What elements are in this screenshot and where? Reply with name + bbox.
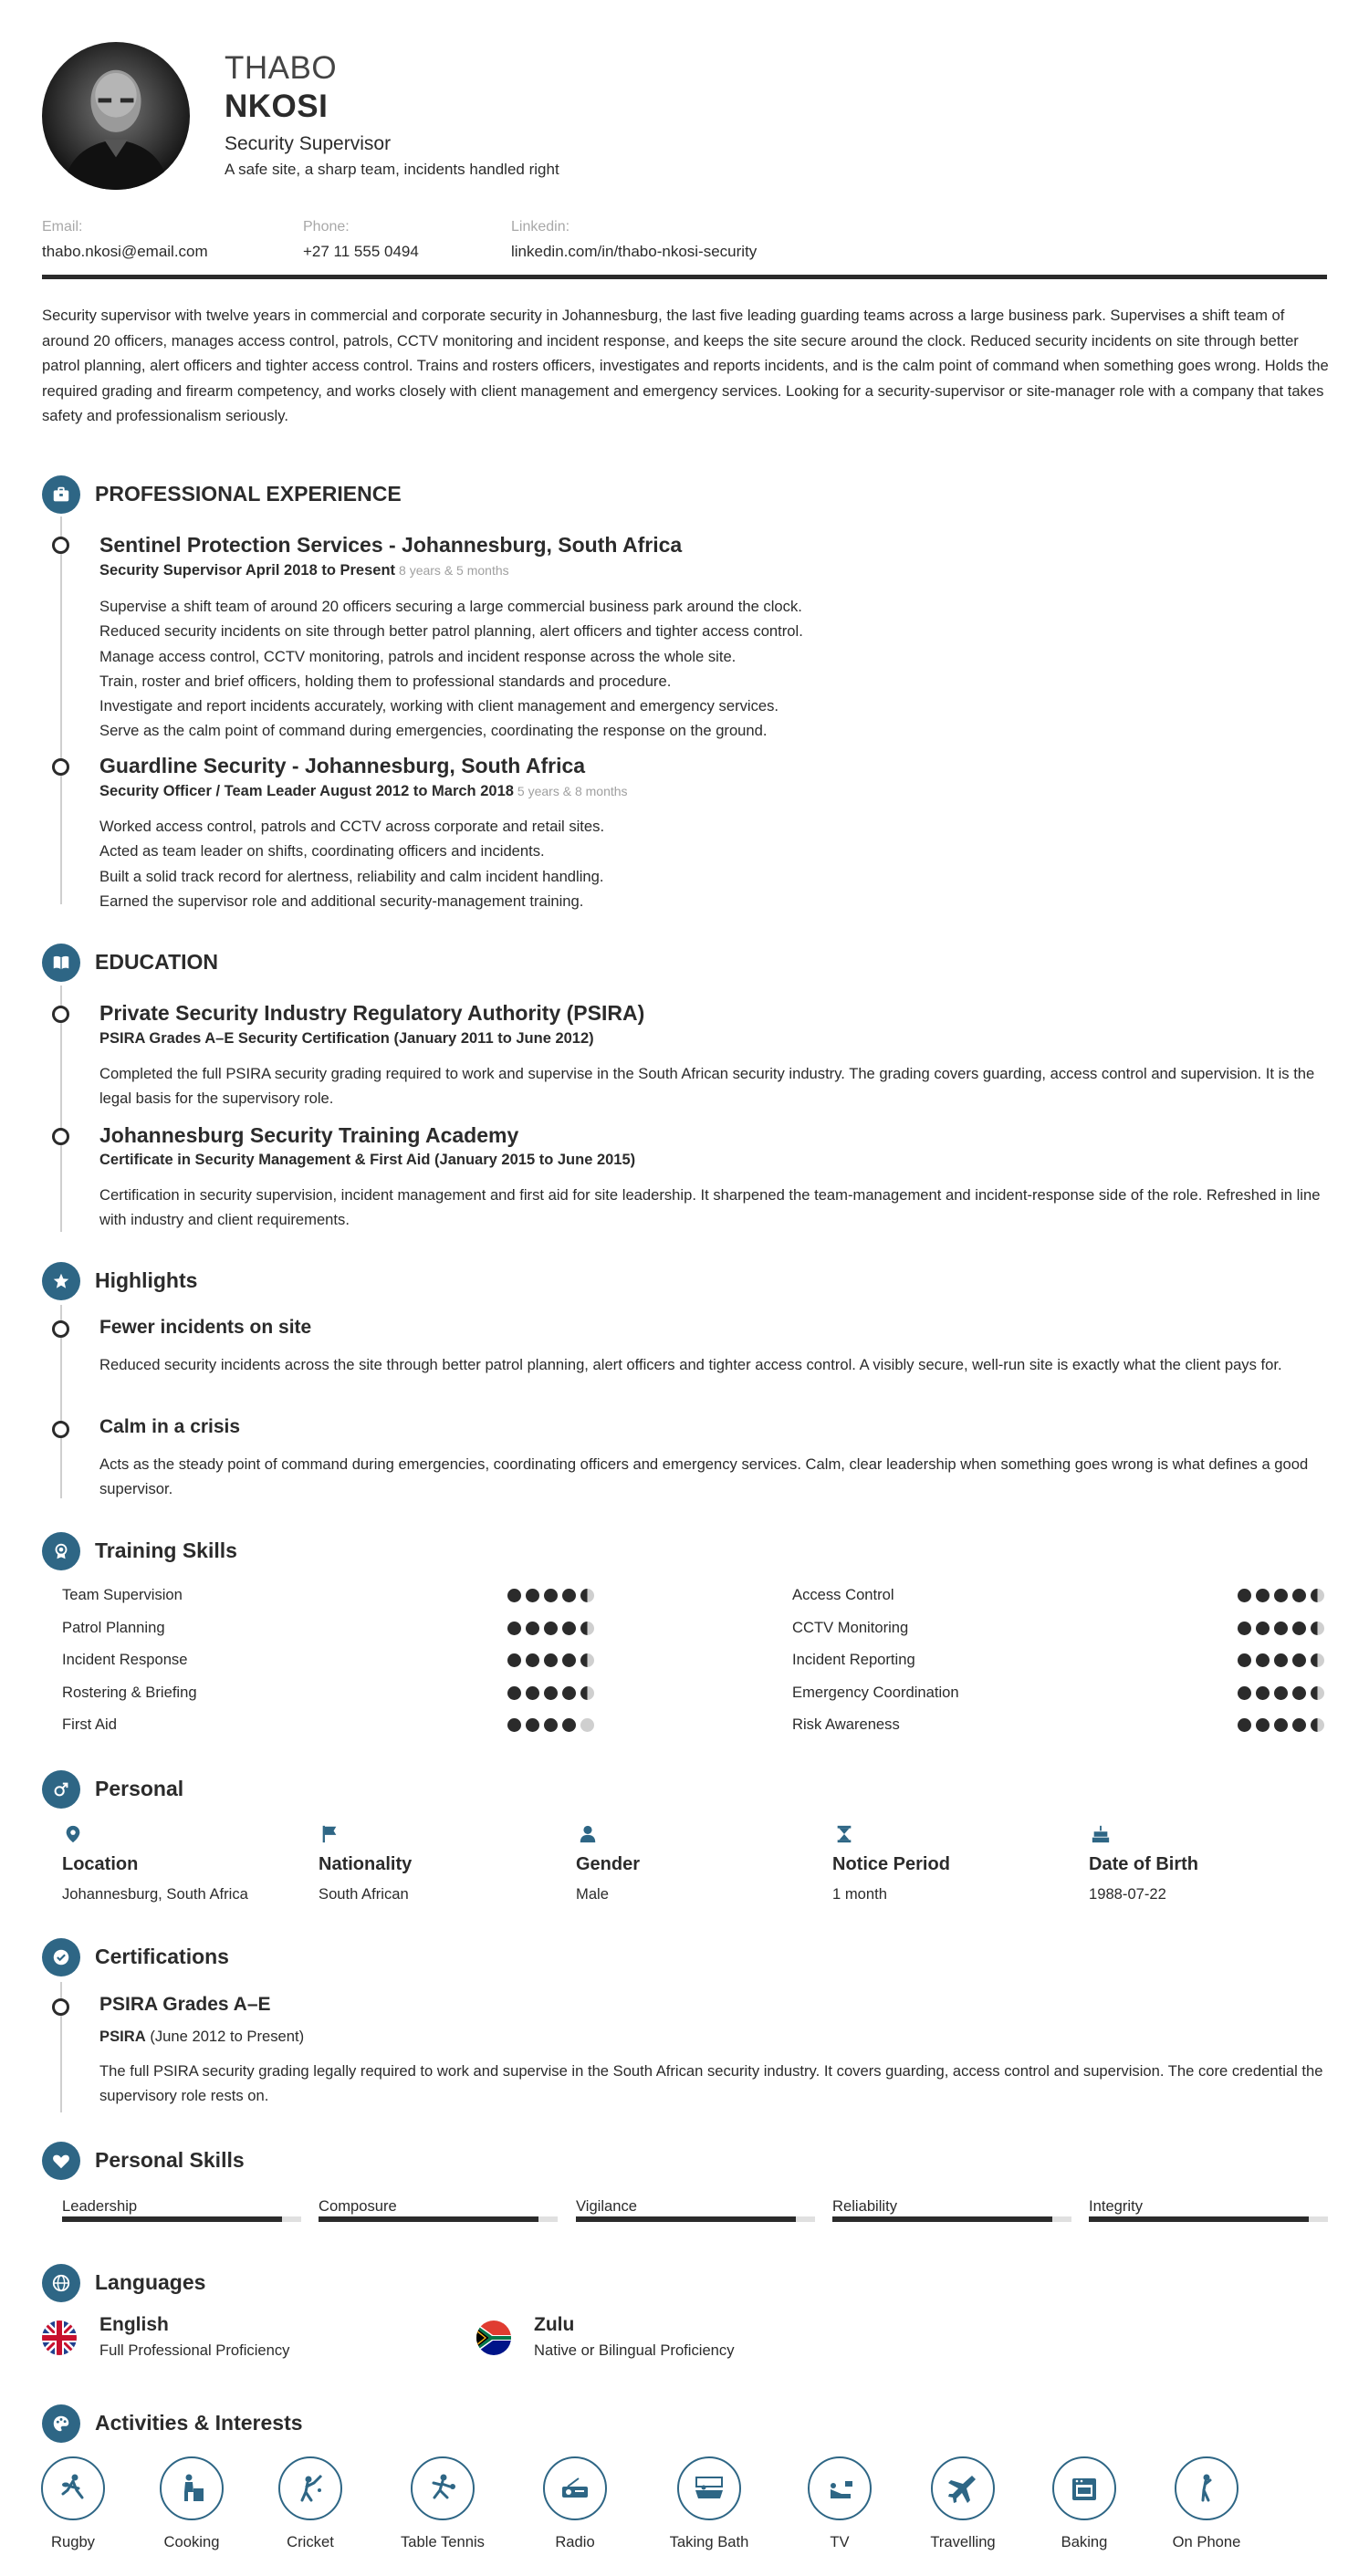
personal-value: Male: [576, 1885, 609, 1903]
rating-dot: [1292, 1718, 1306, 1732]
linkedin-link[interactable]: linkedin.com/in/thabo-nkosi-security: [511, 243, 758, 260]
activity-taking-bath: [654, 2456, 764, 2551]
rating-dot: [1256, 1653, 1270, 1667]
flag-icon: [319, 1823, 340, 1845]
radio-icon: [543, 2456, 607, 2520]
skill-rating: [1238, 1686, 1324, 1700]
rating-dot: [1311, 1718, 1324, 1732]
training-skill-name: First Aid: [62, 1716, 117, 1733]
rating-dot: [507, 1589, 521, 1602]
education-heading: EDUCATION: [95, 950, 219, 974]
rating-dot: [1238, 1589, 1251, 1602]
skill-rating: [1238, 1718, 1324, 1732]
languages-heading: Languages: [95, 2270, 206, 2294]
highlights-heading: Highlights: [95, 1268, 198, 1292]
job-company: Guardline Security - Johannesburg, South Africa: [99, 754, 586, 777]
rating-dot: [544, 1653, 558, 1667]
bullet: Train, roster and brief officers, holding them to professional standards and procedure.: [99, 672, 672, 690]
activity-rugby: [18, 2456, 128, 2551]
rating-dot: [1256, 1589, 1270, 1602]
activity-baking: [1029, 2456, 1139, 2551]
personal-value: Johannesburg, South Africa: [62, 1885, 248, 1903]
training-skill-name: Incident Reporting: [792, 1651, 915, 1668]
training-skill-name: Patrol Planning: [62, 1618, 165, 1636]
job-role: Security Officer / Team Leader August 2012 to March 2018 5 years & 8 months: [99, 783, 628, 799]
rating-dot: [1256, 1686, 1270, 1700]
highlight-text: Reduced security incidents across the site through better patrol planning, alert officers and tighter access control. A visibly secure, well-run site is exactly what the client pays for.: [99, 1356, 1282, 1373]
rating-dot: [507, 1718, 521, 1732]
bullet: Built a solid track record for alertness, reliability and calm incident handling.: [99, 867, 604, 885]
education-school: Private Security Industry Regulatory Authority (PSIRA): [99, 1001, 645, 1025]
timeline-dot: [52, 1998, 69, 2016]
education-qualification: PSIRA Grades A–E Security Certification (January 2011 to June 2012): [99, 1030, 594, 1047]
rating-dot: [1274, 1653, 1288, 1667]
training-skill-name: Access Control: [792, 1586, 894, 1603]
personal-skill-fill: [319, 2216, 538, 2222]
timeline-dot: [52, 537, 69, 554]
job-bullets: [99, 814, 604, 913]
personal-value: South African: [319, 1885, 409, 1903]
rating-dot: [526, 1653, 539, 1667]
training-skill-name: Emergency Coordination: [792, 1683, 959, 1701]
certification-issuer-line: [99, 2028, 304, 2046]
rating-dot: [1274, 1718, 1288, 1732]
rating-dot: [526, 1686, 539, 1700]
rating-dot: [544, 1718, 558, 1732]
training-skill-name: Rostering & Briefing: [62, 1683, 197, 1701]
personal-skill-bar: [576, 2216, 815, 2222]
contact-email: [42, 219, 208, 261]
contact-linkedin: [511, 219, 757, 261]
globe-icon: [42, 2264, 80, 2302]
profile-photo: [42, 42, 190, 190]
palette-icon: [42, 2404, 80, 2443]
skill-rating: [507, 1686, 594, 1700]
personal-label: Notice Period: [832, 1854, 950, 1874]
training-skill-name: Team Supervision: [62, 1586, 183, 1603]
phone-label: Phone:: [303, 219, 350, 235]
rating-dot: [544, 1686, 558, 1700]
activity-label: Cricket: [287, 2533, 334, 2550]
personal-skill-name: Leadership: [62, 2197, 138, 2215]
activity-label: Rugby: [51, 2533, 95, 2550]
tv-icon: [808, 2456, 872, 2520]
personal-skill-bar: [1089, 2216, 1328, 2222]
rating-dot: [1238, 1718, 1251, 1732]
rating-dot: [1238, 1653, 1251, 1667]
activity-label: Table Tennis: [401, 2533, 485, 2550]
highlight-title: Fewer incidents on site: [99, 1317, 312, 1338]
rating-dot: [1256, 1718, 1270, 1732]
skill-rating: [1238, 1589, 1324, 1602]
rating-dot: [580, 1589, 594, 1602]
activity-label: TV: [830, 2533, 850, 2550]
rating-dot: [580, 1653, 594, 1667]
heart-icon: [42, 2142, 80, 2180]
personal-skill-bar: [319, 2216, 558, 2222]
rating-dot: [1292, 1653, 1306, 1667]
education-school: Johannesburg Security Training Academy: [99, 1123, 519, 1147]
briefcase-icon: [42, 475, 80, 514]
activity-cricket: [256, 2456, 365, 2551]
rating-dot: [562, 1653, 576, 1667]
personal-label: Location: [62, 1854, 139, 1874]
personal-value: 1 month: [832, 1885, 887, 1903]
uk-flag-icon: [42, 2320, 77, 2355]
rating-dot: [1311, 1589, 1324, 1602]
personal-skill-fill: [832, 2216, 1052, 2222]
personal-skill-fill: [62, 2216, 282, 2222]
education-qualification: Certificate in Security Management & First Aid (January 2015 to June 2015): [99, 1152, 636, 1168]
rating-dot: [580, 1622, 594, 1635]
language-name: English: [99, 2314, 169, 2335]
education-description: Completed the full PSIRA security grading required to work and supervise in the South African security industry. The grading covers guarding, access control and supervision. It is the legal basis for the supervisory role.: [99, 1065, 1315, 1108]
highlight-title: Calm in a crisis: [99, 1416, 241, 1437]
person-icon: [578, 1823, 598, 1845]
gender-icon: [42, 1770, 80, 1809]
personal-heading: Personal: [95, 1777, 184, 1800]
personal-skill-fill: [1089, 2216, 1309, 2222]
rugby-icon: [41, 2456, 105, 2520]
language-name: Zulu: [534, 2314, 575, 2335]
training-skill-name: CCTV Monitoring: [792, 1618, 909, 1636]
rating-dot: [1238, 1686, 1251, 1700]
personal-label: Date of Birth: [1089, 1854, 1198, 1874]
personal-skill-bar: [62, 2216, 301, 2222]
activities-heading: Activities & Interests: [95, 2411, 303, 2435]
activity-cooking: [137, 2456, 246, 2551]
location-pin-icon: [63, 1823, 83, 1845]
activity-label: Cooking: [163, 2533, 220, 2550]
timeline-dot: [52, 1128, 69, 1145]
rating-dot: [1311, 1622, 1324, 1635]
south-africa-flag-icon: [476, 2320, 511, 2355]
hourglass-icon: [834, 1823, 854, 1845]
experience-heading: PROFESSIONAL EXPERIENCE: [95, 482, 402, 506]
bullet: Worked access control, patrols and CCTV across corporate and retail sites.: [99, 818, 605, 835]
star-icon: [42, 1262, 80, 1300]
rating-dot: [1292, 1622, 1306, 1635]
baking-icon: [1052, 2456, 1116, 2520]
award-icon: [42, 1532, 80, 1570]
activity-label: Baking: [1061, 2533, 1108, 2550]
profile-summary: Security supervisor with twelve years in commercial and corporate security in Johannesburg, the last five leading guarding teams across a large business park. Supervises a shift team of around 20 officers, manages access control, patrols, CCTV monitoring and incident response, and keeps the site secure around the clock. Reduced security incidents on site through better patrol planning, alert officers and tighter access control. Trains and rosters officers, investigates and reports incidents, and is the calm point of command when something goes wrong. Holds the required grading and firearm competency, and works closely with client management and emergency services. Looking for a security-supervisor or site-manager role with a company that takes safety and professionalism seriously.: [42, 307, 1329, 424]
certification-issuer: PSIRA: [99, 2028, 146, 2045]
bullet: Manage access control, CCTV monitoring, patrols and incident response across the whole site.: [99, 647, 737, 665]
rating-dot: [580, 1686, 594, 1700]
rating-dot: [544, 1589, 558, 1602]
rating-dot: [1274, 1589, 1288, 1602]
skill-rating: [1238, 1622, 1324, 1635]
bullet: Supervise a shift team of around 20 officers securing a large commercial business park around the clock.: [99, 598, 802, 615]
phone-icon: [1175, 2456, 1238, 2520]
rating-dot: [544, 1622, 558, 1635]
job-duration: 8 years & 5 months: [399, 563, 509, 578]
job-title: Security Supervisor: [225, 133, 392, 154]
personal-skill-fill: [576, 2216, 796, 2222]
activity-on-phone: [1152, 2456, 1261, 2551]
education-description: Certification in security supervision, incident management and first aid for site leadership. It sharpened the team-management and incident-response side of the role. Refreshed in line with industry and client requirements.: [99, 1186, 1321, 1229]
job-bullets: [99, 594, 803, 744]
rating-dot: [507, 1686, 521, 1700]
airplane-icon: [931, 2456, 995, 2520]
badge-check-icon: [42, 1938, 80, 1976]
language-level: Full Professional Proficiency: [99, 2341, 290, 2359]
rating-dot: [562, 1589, 576, 1602]
activity-tv: [785, 2456, 894, 2551]
activity-label: Taking Bath: [669, 2533, 749, 2550]
skill-rating: [507, 1622, 594, 1635]
personal-skill-name: Integrity: [1089, 2197, 1144, 2215]
rating-dot: [526, 1718, 539, 1732]
personal-skill-name: Vigilance: [576, 2197, 638, 2215]
email-link[interactable]: thabo.nkosi@email.com: [42, 243, 208, 260]
rating-dot: [1274, 1686, 1288, 1700]
bullet: Earned the supervisor role and additional security-management training.: [99, 892, 584, 910]
last-name: NKOSI: [225, 89, 329, 124]
linkedin-label: Linkedin:: [511, 219, 570, 235]
first-name: THABO: [225, 50, 338, 86]
timeline-dot: [52, 1421, 69, 1438]
tagline: A safe site, a sharp team, incidents handled right: [225, 161, 559, 178]
highlight-text: Acts as the steady point of command during emergencies, coordinating officers and emergency services. Calm, clear leadership when something goes wrong is what defines a good supervisor.: [99, 1455, 1309, 1498]
rating-dot: [1311, 1653, 1324, 1667]
rating-dot: [526, 1589, 539, 1602]
bullet: Investigate and report incidents accurately, working with client management and emergency services.: [99, 697, 779, 715]
activity-radio: [520, 2456, 630, 2551]
skill-rating: [1238, 1653, 1324, 1667]
personal-skills-heading: Personal Skills: [95, 2148, 245, 2172]
rating-dot: [526, 1622, 539, 1635]
skill-rating: [507, 1653, 594, 1667]
bullet: Acted as team leader on shifts, coordinating officers and incidents.: [99, 842, 545, 860]
job-company: Sentinel Protection Services - Johannesburg, South Africa: [99, 533, 683, 557]
activity-table-tennis: [388, 2456, 497, 2551]
rating-dot: [507, 1622, 521, 1635]
bullet: Reduced security incidents on site through better patrol planning, alert officers and tighter access control.: [99, 622, 803, 641]
personal-value: 1988-07-22: [1089, 1885, 1166, 1903]
rating-dot: [562, 1622, 576, 1635]
book-icon: [42, 944, 80, 982]
certifications-heading: Certifications: [95, 1945, 229, 1968]
rating-dot: [580, 1718, 594, 1732]
table-tennis-icon: [411, 2456, 475, 2520]
job-duration: 5 years & 8 months: [517, 784, 628, 798]
personal-skill-name: Reliability: [832, 2197, 898, 2215]
rating-dot: [1238, 1622, 1251, 1635]
training-skill-name: Incident Response: [62, 1651, 188, 1668]
certification-description: The full PSIRA security grading legally required to work and supervise in the South African security industry. It covers guarding, access control and supervision. The core credential the supervisory role rests on.: [99, 2062, 1323, 2105]
training-heading: Training Skills: [95, 1538, 237, 1562]
rating-dot: [1256, 1622, 1270, 1635]
language-level: Native or Bilingual Proficiency: [534, 2341, 735, 2359]
certification-dates: (June 2012 to Present): [150, 2028, 305, 2045]
bullet: Serve as the calm point of command during emergencies, coordinating the response on the ground.: [99, 722, 768, 740]
contact-phone: [303, 219, 419, 261]
personal-label: Gender: [576, 1854, 641, 1874]
rating-dot: [562, 1718, 576, 1732]
cake-icon: [1091, 1823, 1111, 1845]
header-divider: [42, 275, 1327, 279]
activity-label: On Phone: [1172, 2533, 1241, 2550]
bath-icon: [677, 2456, 741, 2520]
timeline-dot: [52, 1006, 69, 1023]
cooking-icon: [160, 2456, 224, 2520]
rating-dot: [1311, 1686, 1324, 1700]
rating-dot: [562, 1686, 576, 1700]
rating-dot: [507, 1653, 521, 1667]
personal-label: Nationality: [319, 1854, 413, 1874]
phone-value[interactable]: +27 11 555 0494: [303, 243, 419, 260]
personal-skill-bar: [832, 2216, 1071, 2222]
activity-travelling: [908, 2456, 1018, 2551]
personal-skill-name: Composure: [319, 2197, 397, 2215]
timeline-dot: [52, 758, 69, 776]
rating-dot: [1274, 1622, 1288, 1635]
cricket-icon: [278, 2456, 342, 2520]
timeline-dot: [52, 1320, 69, 1338]
activity-label: Radio: [555, 2533, 595, 2550]
certification-title: PSIRA Grades A–E: [99, 1994, 271, 2015]
job-role: Security Supervisor April 2018 to Present 8 years & 5 months: [99, 562, 509, 579]
skill-rating: [507, 1589, 594, 1602]
training-skill-name: Risk Awareness: [792, 1716, 900, 1733]
skill-rating: [507, 1718, 594, 1732]
rating-dot: [1292, 1686, 1306, 1700]
experience-timeline: [60, 516, 62, 904]
activity-label: Travelling: [930, 2533, 996, 2550]
rating-dot: [1292, 1589, 1306, 1602]
email-label: Email:: [42, 219, 83, 235]
